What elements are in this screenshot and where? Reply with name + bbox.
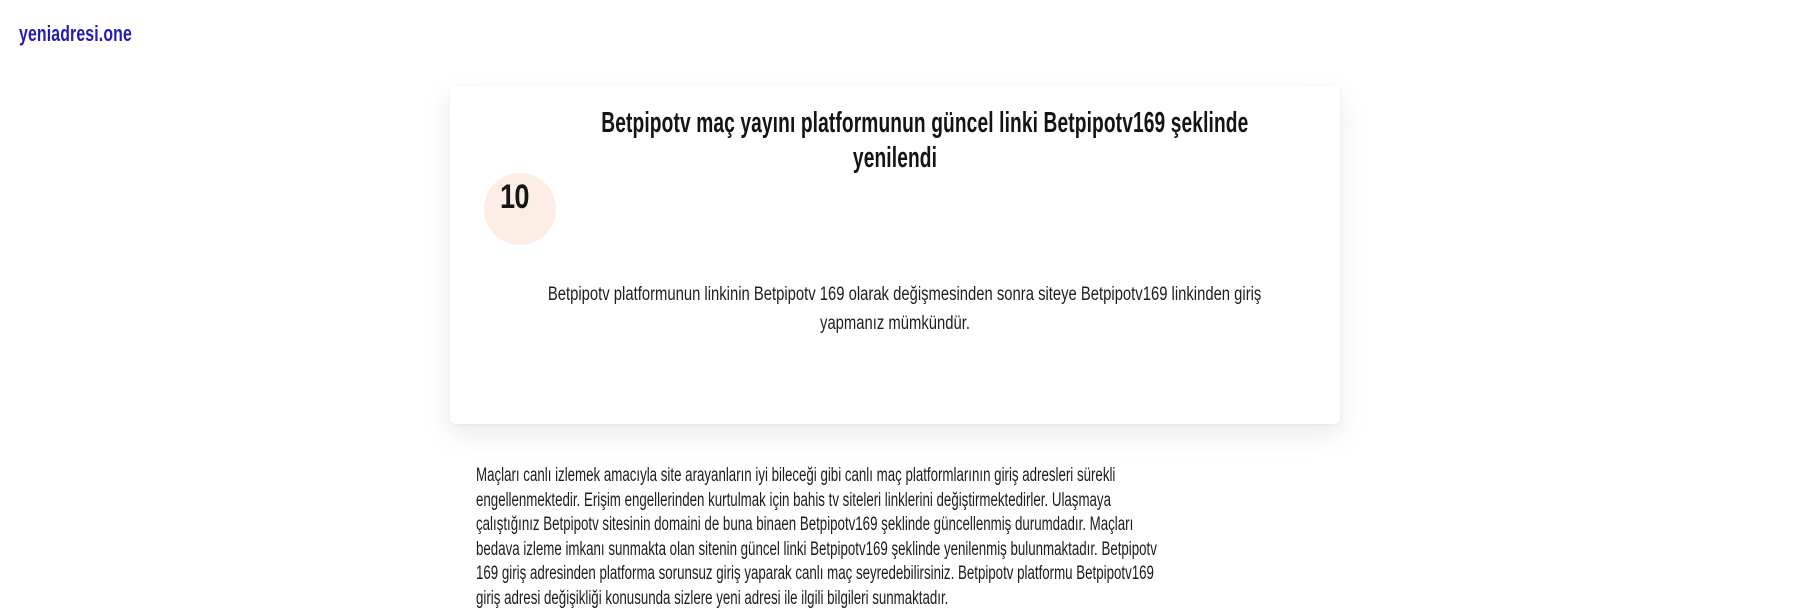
article-card: [450, 86, 1340, 424]
article-body-line: engellenmektedir. Erişim engellerinden kurtulmak için bahis tv siteleri linklerini değiştirmektedirler. Ulaşmaya: [476, 489, 1111, 511]
article-title-line: yenilendi: [852, 142, 938, 174]
article-title: [450, 106, 1340, 176]
site-logo-link[interactable]: yeniadresi.one: [19, 21, 132, 46]
article-lead-line: Betpipotv platformunun linkinin Betpipotv 169 olarak değişmesinden sonra siteye Betpipotv169 linkinden giriş: [547, 284, 1262, 305]
article-body-line: Maçları canlı izlemek amacıyla site arayanların iyi bileceği gibi canlı maç platformlarının giriş adresleri sürekli: [476, 465, 1116, 486]
article-body-line: bedava izleme imkanı sunmakta olan sitenin güncel linki Betpipotv169 şeklinde yenilenmiş bulunmaktadır. Betpipotv: [476, 538, 1157, 560]
article-body-line: giriş adresi değişikliği konusunda sizlere yeni adresi ile ilgili bilgileri sunmaktadır.: [476, 587, 949, 609]
article-body-paragraph: [476, 464, 1316, 612]
article-body-line: 169 giriş adresinden platforma sorunsuz giriş yaparak canlı maç seyredebilirsiniz. Betpipotv platformu Betpipotv169: [476, 563, 1154, 585]
site-header: [0, 0, 1793, 60]
score-badge: [484, 173, 556, 245]
article-body-line: çalıştığınız Betpipotv sitesinin domaini de buna binaen Betpipotv169 şeklinde güncellenmiş durumdadır. Maçları: [476, 514, 1134, 536]
score-value: 10: [500, 178, 529, 216]
article-lead-paragraph: [450, 280, 1340, 338]
article-lead-line: yapmanız mümkündür.: [820, 313, 970, 334]
article-title-line: Betpipotv maç yayını platformunun güncel linki Betpipotv169 şeklinde: [601, 107, 1249, 139]
